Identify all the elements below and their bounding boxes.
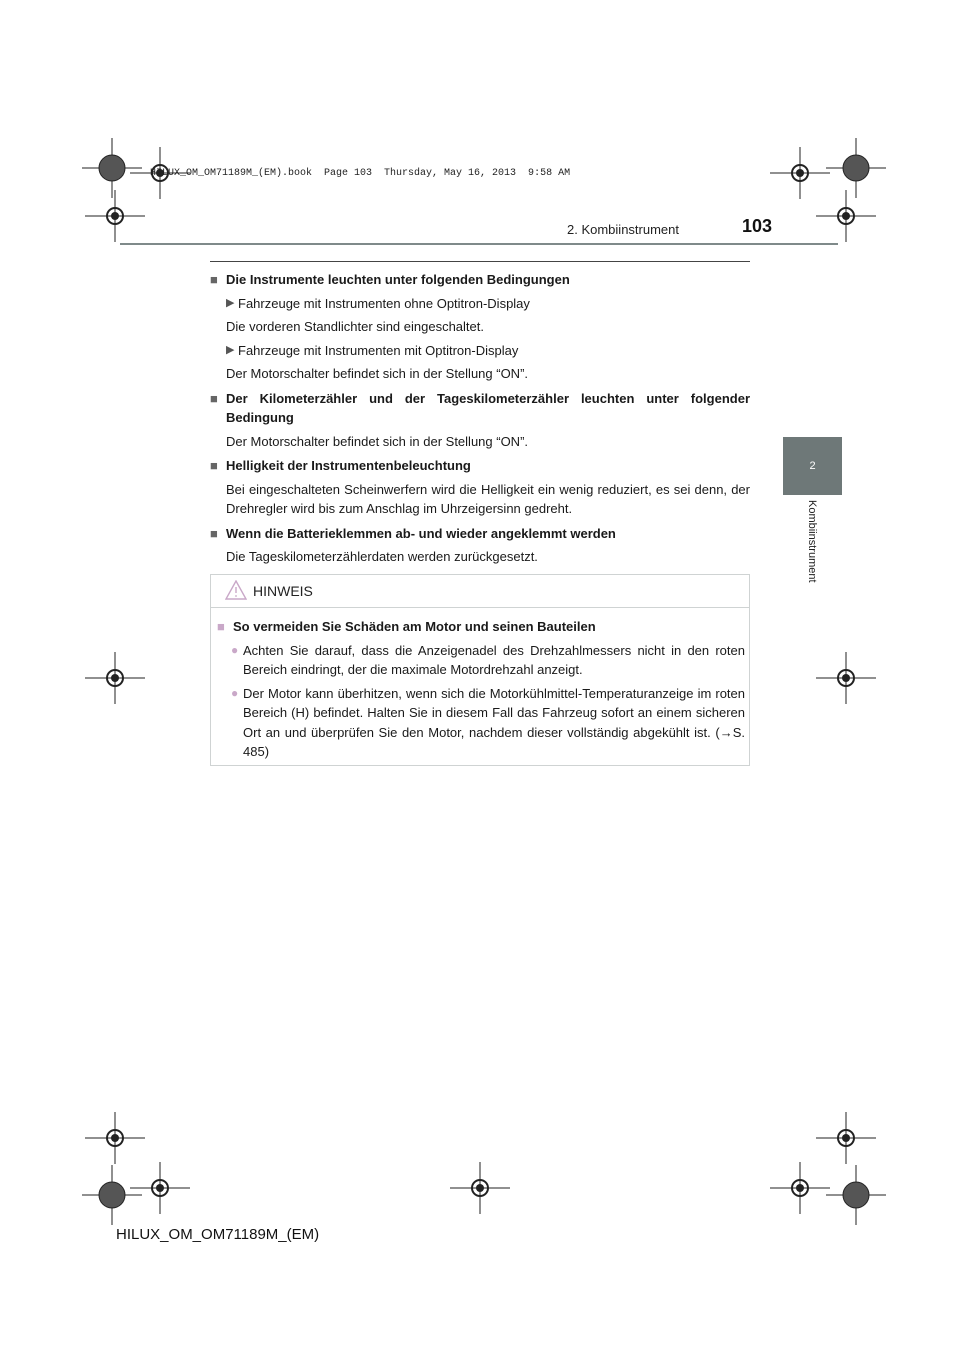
registration-mark-icon [816,652,876,704]
registration-mark-icon [450,1162,510,1214]
section-title-text: Helligkeit der Instrumentenbeleuchtung [226,458,471,473]
section-title-text: Wenn die Batterieklemmen ab- und wieder angeklemmt werden [226,525,616,541]
chapter-tab-label-text: Kombiinstrument [806,500,818,583]
note-label: HINWEIS [253,583,313,599]
section-title [210,270,750,290]
body-text: Der Motorschalter befindet sich in der Stellung “ON”. [226,433,529,449]
square-bullet-icon: ■ [210,272,218,287]
body-text: Der Motorschalter befindet sich in der Stellung “ON”. [226,366,529,381]
registration-mark-icon [816,190,876,242]
body-text: Die Tageskilometerzählerdaten werden zurückgesetzt. [226,549,538,564]
square-bullet-icon: ■ [210,525,218,541]
page-number: 103 [742,216,773,236]
footer-code: HILUX_OM_OM71189M_(EM) [116,1226,320,1243]
registration-mark-icon [85,190,145,242]
main-content [210,270,750,567]
square-bullet-icon: ■ [210,390,218,406]
registration-mark-icon [816,1112,876,1164]
chapter-tab-label [755,500,870,600]
registration-mark-icon [770,1162,830,1214]
note-box [210,574,750,766]
chapter-tab: 2 [783,437,842,495]
section-title [210,389,750,428]
body-text: Bei eingeschalteten Scheinwerfern wird die Helligkeit ein wenig reduziert, es sei denn, der Drehregler wird bis zum Anschlag im Uhrzeigersinn gedreht. [226,481,750,516]
note-header [211,575,749,608]
square-bullet-icon: ■ [217,619,225,634]
variant-text: Fahrzeuge mit Instrumenten mit Optitron-Display [238,342,519,358]
note-item [211,641,751,680]
note-item-text: Der Motor kann überhitzen, wenn sich die Motorkühlmittel-Temperaturanzeige im roten Bereich (H) befindet. Halten Sie in diesem Fall das Fahrzeug sofort an einem sicheren Ort an und überprüfen Sie den Motor, nachdem dieser vollständig abgekühlt ist. (→S. 485) [243,685,745,759]
note-item-text: Achten Sie darauf, dass die Anzeigenadel des Drehzahlmessers nicht in den roten Bereich eindringt, der die maximale Motordrehzahl anzeigt. [243,642,745,677]
variant-line [210,294,750,314]
content-separator [210,261,750,262]
section-title [210,456,750,476]
registration-mark-icon [130,1162,190,1214]
registration-mark-icon [85,1112,145,1164]
section-title [210,524,750,544]
dot-bullet-icon: ● [231,685,239,700]
note-title-text: So vermeiden Sie Schäden am Motor und seinen Bauteilen [233,619,596,634]
triangle-right-icon: ▶ [226,343,235,356]
chapter-title: 2. Kombiinstrument [567,222,679,237]
book-info-line: HILUX_OM_OM71189M_(EM).book Page 103 Thursday, May 16, 2013 9:58 AM [150,168,571,179]
note-body [211,617,751,762]
section-title-text: Der Kilometerzähler und der Tageskilometerzähler leuchten unter folgender Bedingung [226,390,750,425]
variant-text: Fahrzeuge mit Instrumenten ohne Optitron-Display [238,295,530,311]
header-rule [120,243,838,245]
note-item [211,684,751,762]
registration-mark-icon [85,652,145,704]
registration-mark-icon [826,1165,886,1225]
section-title-text: Die Instrumente leuchten unter folgenden Bedingungen [226,272,570,287]
square-bullet-icon: ■ [210,458,218,473]
triangle-right-icon: ▶ [226,296,235,309]
dot-bullet-icon: ● [231,642,239,657]
warning-triangle-icon [225,580,247,605]
body-text: Die vorderen Standlichter sind eingeschaltet. [226,319,484,334]
registration-mark-icon [826,138,886,198]
note-title [211,617,751,637]
variant-line [210,341,750,361]
